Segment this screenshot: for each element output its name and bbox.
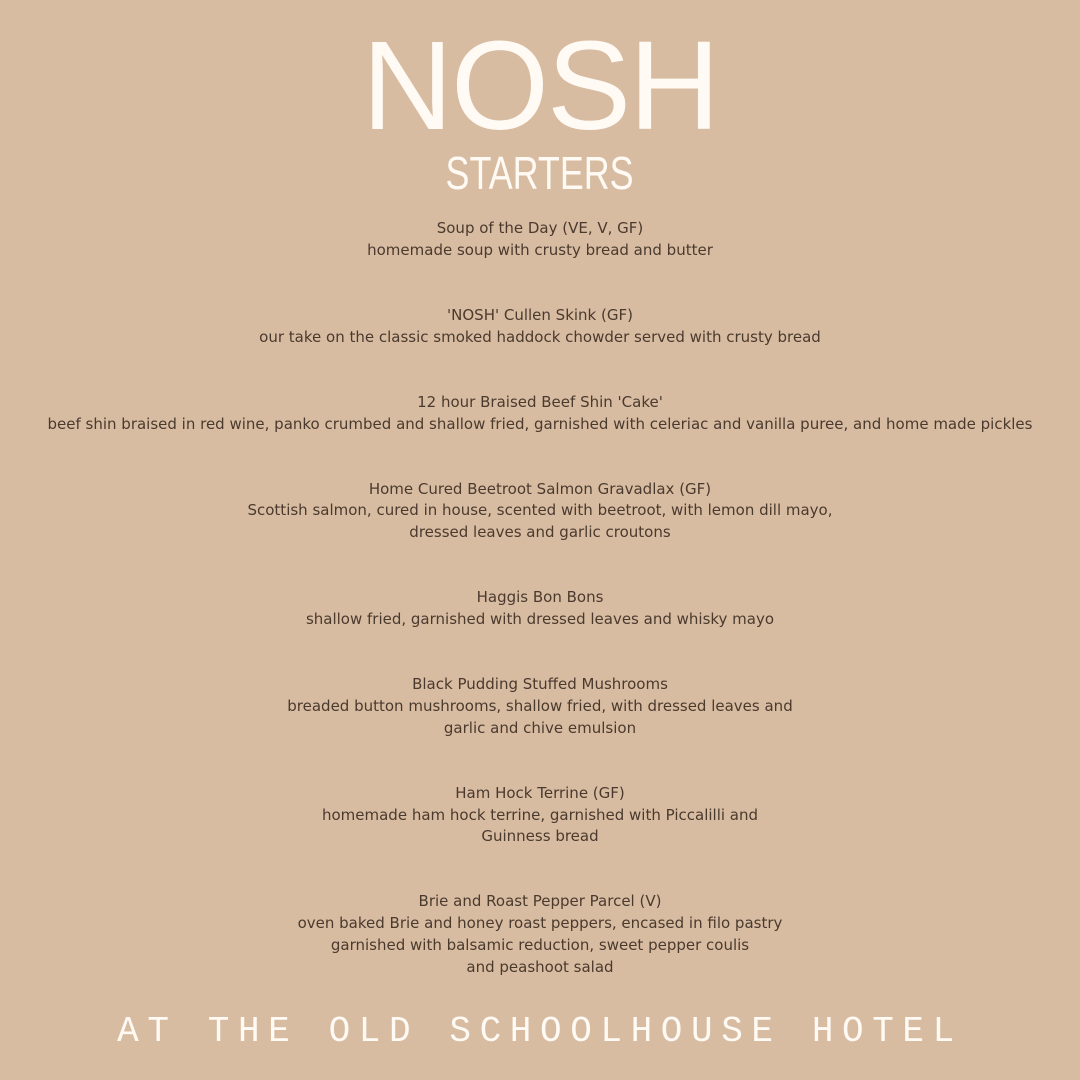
section-title [0, 146, 1080, 200]
menu-item-description: breaded button mushrooms, shallow fried, with dressed leaves and [287, 696, 793, 715]
menu-item-description: our take on the classic smoked haddock chowder served with crusty bread [259, 327, 821, 346]
menu-item-name: 12 hour Braised Beef Shin 'Cake' [417, 392, 663, 411]
menu-item [0, 674, 1080, 739]
menu-item [0, 891, 1080, 978]
menu-item-name: Ham Hock Terrine (GF) [455, 783, 625, 802]
footer-hotel-name: AT THE OLD SCHOOLHOUSE HOTEL [117, 1011, 963, 1052]
menu-item-description: garnished with balsamic reduction, sweet pepper coulis [330, 935, 750, 954]
brand-logo-title: NOSH [361, 15, 719, 156]
menu-item-name: 'NOSH' Cullen Skink (GF) [447, 305, 633, 324]
menu-item [0, 783, 1080, 848]
menu-item-description: Scottish salmon, cured in house, scented with beetroot, with lemon dill mayo, [247, 501, 833, 520]
menu-item-description: garlic and chive emulsion [443, 718, 637, 737]
menu-item-description: and peashoot salad [466, 957, 614, 976]
menu-item-name: Black Pudding Stuffed Mushrooms [412, 675, 668, 694]
menu-item [0, 479, 1080, 544]
menu-item [0, 305, 1080, 348]
menu-item-name: Soup of the Day (VE, V, GF) [436, 219, 644, 237]
menu-item-name: Brie and Roast Pepper Parcel (V) [418, 892, 662, 911]
menu-item-name: Home Cured Beetroot Salmon Gravadlax (GF) [368, 479, 712, 498]
menu-item [0, 392, 1080, 435]
menu-item-description: dressed leaves and garlic croutons [409, 523, 671, 542]
menu-item-description: Guinness bread [481, 827, 599, 846]
menu-item-description: homemade soup with crusty bread and butter [367, 240, 713, 259]
menu-item-description: beef shin braised in red wine, panko crumbed and shallow fried, garnished with celeriac and vanilla puree, and home made pickles [47, 414, 1033, 433]
menu-list [0, 218, 1080, 1022]
menu-item-description: shallow fried, garnished with dressed leaves and whisky mayo [305, 610, 775, 629]
menu-item [0, 587, 1080, 630]
menu-item-name: Haggis Bon Bons [476, 588, 604, 607]
menu-item [0, 218, 1080, 261]
section-title-text: STARTERS [445, 147, 635, 199]
menu-item-description: oven baked Brie and honey roast peppers, encased in filo pastry [297, 914, 783, 933]
menu-item-description: homemade ham hock terrine, garnished with Piccalilli and [321, 805, 759, 824]
